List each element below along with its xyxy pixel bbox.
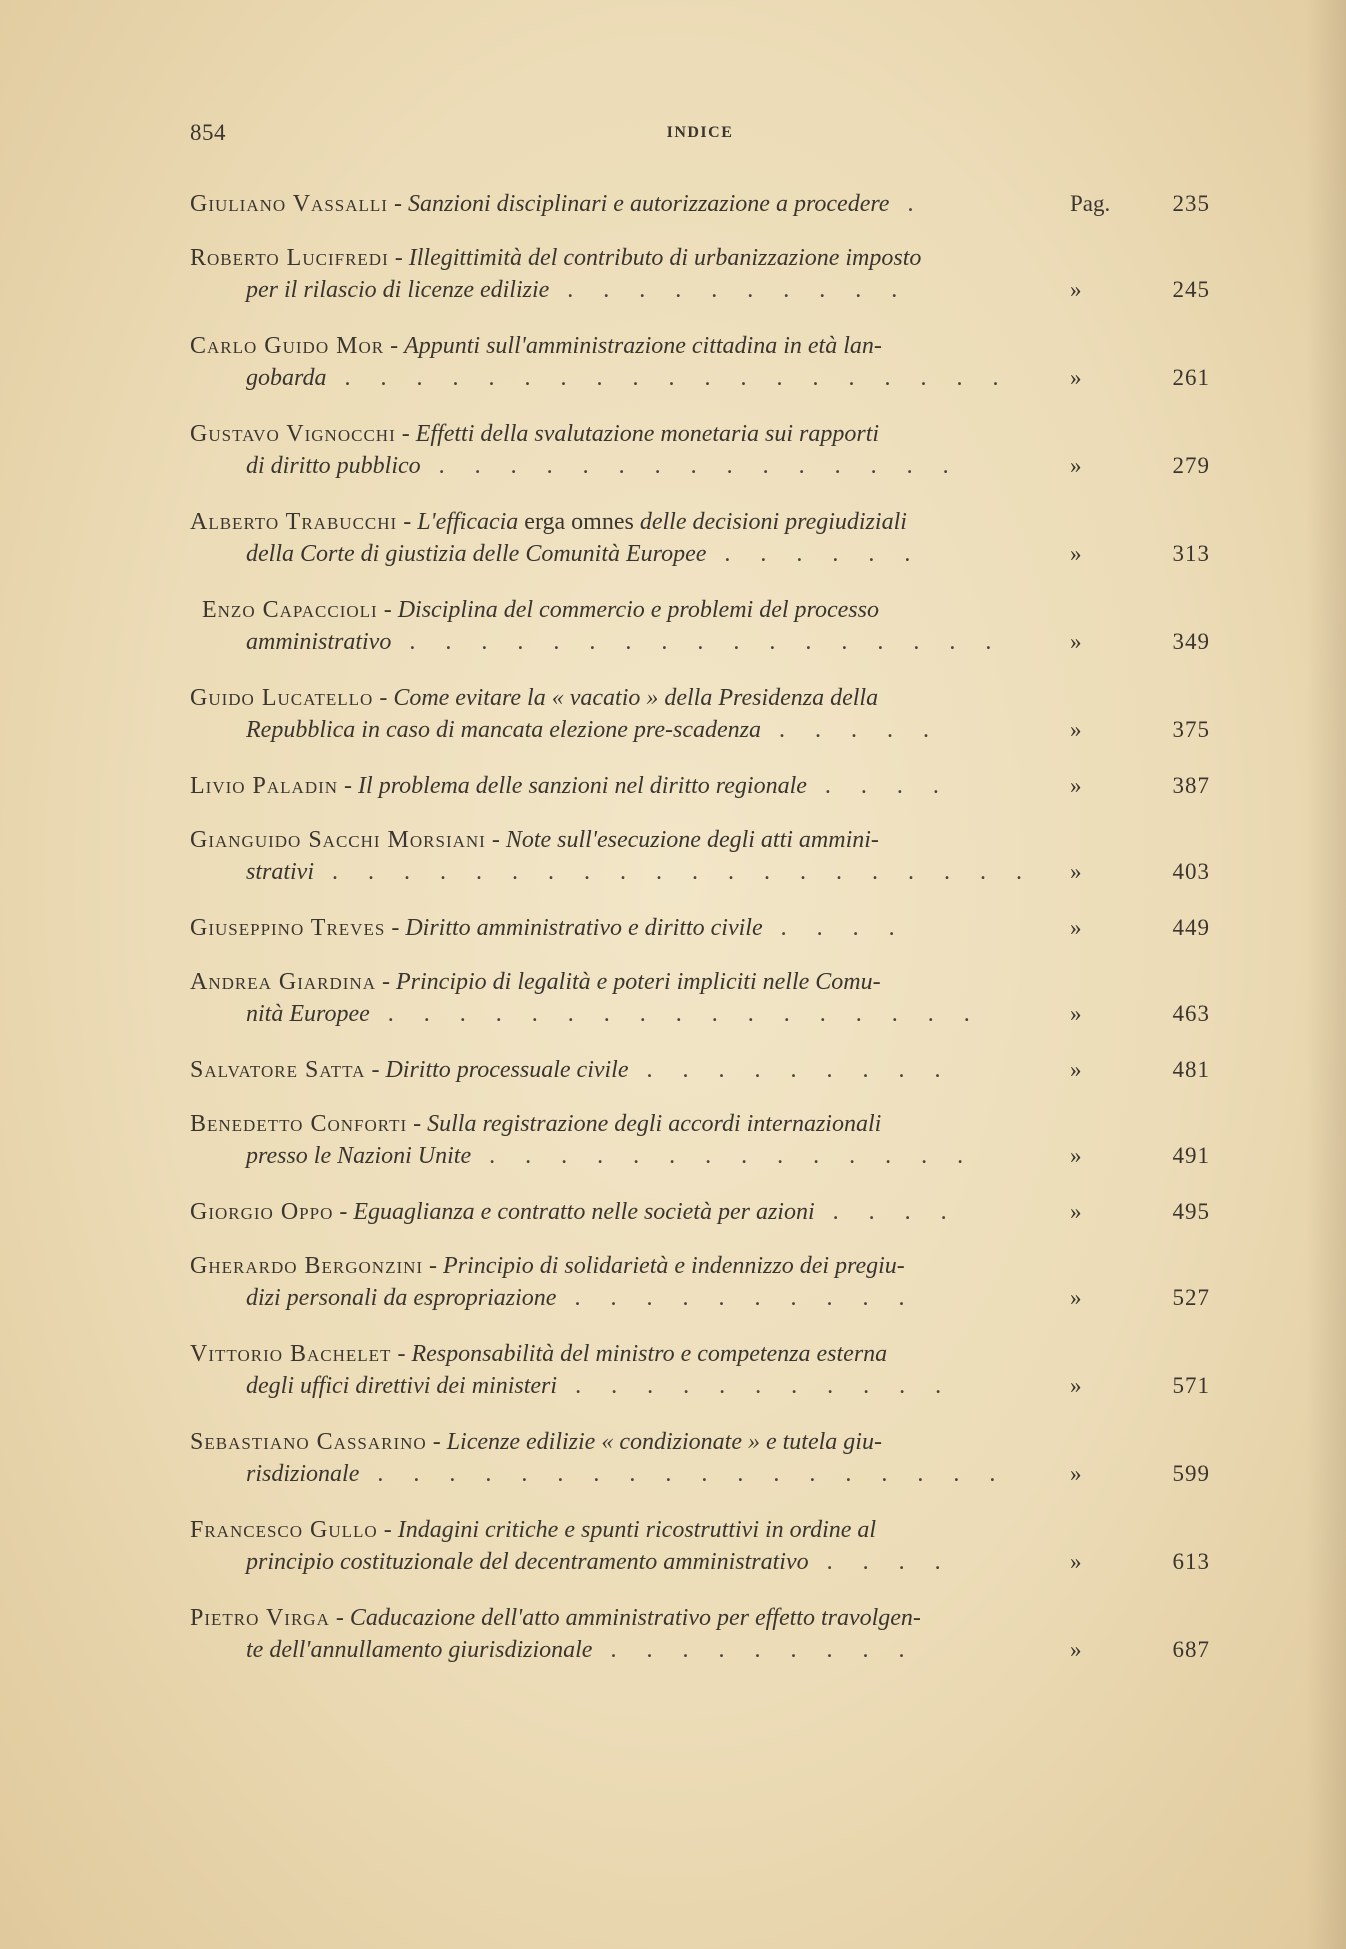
entry-title-continuation xyxy=(190,1282,1060,1314)
entry-title-line2: gobarda xyxy=(246,365,327,391)
entry-title-continuation xyxy=(190,362,1060,394)
entry-title-continuation xyxy=(190,1546,1060,1578)
entry-title-continuation xyxy=(190,1370,1060,1402)
entry-page-number: 349 xyxy=(1172,629,1210,654)
entry-separator: - xyxy=(423,1253,444,1279)
page-marker: » xyxy=(1070,541,1082,566)
entry-page-number: 375 xyxy=(1172,717,1210,742)
entry-title: Illegittimità del contributo di urbanizzazione imposto xyxy=(408,245,922,271)
entry-page-number: 245 xyxy=(1172,277,1210,302)
entry-title-line2: nità Europee xyxy=(246,1001,370,1027)
toc-entry xyxy=(190,1426,1210,1490)
dot-leader: . . . . . . . . . . . . . . . xyxy=(420,453,961,479)
page-marker: » xyxy=(1070,365,1082,390)
toc-entry xyxy=(190,1602,1210,1666)
entry-title-continuation xyxy=(190,538,1060,570)
entry-author: Pietro Virga xyxy=(190,1605,330,1631)
entry-title-continuation xyxy=(190,1140,1060,1172)
entry-title-line2: risdizionale xyxy=(246,1461,360,1487)
entry-title: Principio di legalità e poteri impliciti nelle Comu- xyxy=(396,969,881,995)
page-marker: » xyxy=(1070,1143,1082,1168)
entry-author: Gianguido Sacchi Morsiani xyxy=(190,827,486,853)
entry-page-number: 235 xyxy=(1172,191,1210,216)
entry-page-number: 687 xyxy=(1172,1637,1210,1662)
entry-author: Gherardo Bergonzini xyxy=(190,1253,424,1279)
page-marker: » xyxy=(1070,1001,1082,1026)
page-marker: » xyxy=(1070,915,1082,940)
entry-separator: - xyxy=(387,191,408,217)
entry-title-line2: della Corte di giustizia delle Comunità Europee xyxy=(246,541,707,567)
entry-page-number: 403 xyxy=(1172,859,1210,884)
table-of-contents xyxy=(190,188,1210,1690)
entry-author: Alberto Trabucchi xyxy=(190,509,398,535)
toc-entry xyxy=(190,188,1210,220)
entry-author: Giorgio Oppo xyxy=(190,1199,334,1225)
dot-leader: . . . . . . . . . . . xyxy=(557,1373,954,1399)
dot-leader: . . . . . . xyxy=(706,541,923,567)
entry-title-line2: te dell'annullamento giurisdizionale xyxy=(246,1637,593,1663)
toc-entry xyxy=(190,1250,1210,1314)
entry-author: Carlo Guido Mor xyxy=(190,333,385,359)
page-marker: » xyxy=(1070,773,1082,798)
entry-separator: - xyxy=(373,685,394,711)
entry-title: Sulla registrazione degli accordi internazionali xyxy=(427,1111,882,1137)
entry-title-line2: principio costituzionale del decentramento amministrativo xyxy=(246,1549,809,1575)
entry-separator: - xyxy=(333,1199,354,1225)
page-marker: » xyxy=(1070,1199,1082,1224)
entry-title: Il problema delle sanzioni nel diritto regionale xyxy=(358,773,807,799)
entry-page-number: 491 xyxy=(1172,1143,1210,1168)
entry-title: Responsabilità del ministro e competenza esterna xyxy=(411,1341,888,1367)
entry-title-continuation xyxy=(190,1634,1060,1666)
entry-author: Gustavo Vignocchi xyxy=(190,421,396,447)
dot-leader: . . . . . . . . . xyxy=(592,1637,917,1663)
entry-title-line2: di diritto pubblico xyxy=(246,453,421,479)
entry-title: Indagini critiche e spunti ricostruttivi in ordine al xyxy=(397,1517,877,1543)
page-marker: » xyxy=(1070,277,1082,302)
toc-entry xyxy=(190,1338,1210,1402)
entry-author: Vittorio Bachelet xyxy=(190,1341,392,1367)
page-marker: » xyxy=(1070,717,1082,742)
toc-entry xyxy=(190,1196,1210,1228)
entry-author: Sebastiano Cassarino xyxy=(190,1429,427,1455)
entry-page-number: 599 xyxy=(1172,1461,1210,1486)
entry-author: Livio Paladin xyxy=(190,773,339,799)
page-marker: » xyxy=(1070,1637,1082,1662)
page-marker: » xyxy=(1070,629,1082,654)
toc-entry xyxy=(190,682,1210,746)
entry-page-number: 261 xyxy=(1172,365,1210,390)
dot-leader: . . . . . . . . . . . . . . xyxy=(471,1143,976,1169)
entry-title-continuation xyxy=(190,1458,1060,1490)
dot-leader: . . . . . . . . . . . . . . . . . . xyxy=(359,1461,1008,1487)
running-title: INDICE xyxy=(666,124,734,141)
entry-title: Effetti della svalutazione monetaria sui rapporti xyxy=(415,421,880,447)
entry-page-number: 527 xyxy=(1172,1285,1210,1310)
page-number: 854 xyxy=(190,120,226,145)
entry-title-line2: dizi personali da espropriazione xyxy=(246,1285,557,1311)
entry-title-continuation xyxy=(202,626,1060,658)
entry-page-number: 613 xyxy=(1172,1549,1210,1574)
entry-separator: - xyxy=(338,773,359,799)
toc-entry xyxy=(190,824,1210,888)
entry-page-number: 495 xyxy=(1172,1199,1210,1224)
dot-leader: . . . . . . . . . . xyxy=(549,277,910,303)
entry-title-latin: erga omnes xyxy=(524,509,634,535)
entry-page-number: 571 xyxy=(1172,1373,1210,1398)
page-marker: » xyxy=(1070,1373,1082,1398)
entry-title: Principio di solidarietà e indennizzo dei pregiu- xyxy=(443,1253,905,1279)
entry-title-line2: amministrativo xyxy=(246,629,392,655)
dot-leader: . . . . . . . . . xyxy=(628,1057,953,1083)
entry-author: Andrea Giardina xyxy=(190,969,376,995)
dot-leader: . . . . . xyxy=(761,717,941,743)
page-marker: » xyxy=(1070,859,1082,884)
page-marker: » xyxy=(1070,453,1082,478)
dot-leader: . . . . . . . . . . . . . . . . . . . xyxy=(326,365,1011,391)
toc-entry xyxy=(190,1108,1210,1172)
entry-title: Eguaglianza e contratto nelle società per azioni xyxy=(353,1199,815,1225)
entry-page-number: 387 xyxy=(1172,773,1210,798)
toc-entry xyxy=(190,770,1210,802)
entry-separator: - xyxy=(329,1605,350,1631)
entry-title-continuation xyxy=(190,274,1060,306)
entry-separator: - xyxy=(365,1057,386,1083)
entry-separator: - xyxy=(376,969,396,995)
entry-separator: - xyxy=(391,1341,412,1367)
dot-leader: . . . . xyxy=(808,1549,953,1575)
entry-separator: - xyxy=(407,1111,428,1137)
entry-title-line2: degli uffici direttivi dei ministeri xyxy=(246,1373,558,1399)
entry-title-continuation xyxy=(190,450,1060,482)
entry-title-part: delle decisioni pregiudiziali xyxy=(633,509,907,535)
page-marker: » xyxy=(1070,1461,1082,1486)
entry-separator: - xyxy=(377,1517,398,1543)
entry-page-number: 481 xyxy=(1172,1057,1210,1082)
page-marker: Pag. xyxy=(1070,191,1111,216)
entry-author: Benedetto Conforti xyxy=(190,1111,408,1137)
entry-title-continuation xyxy=(190,714,1060,746)
dot-leader: . . . . xyxy=(814,1199,959,1225)
entry-separator: - xyxy=(377,597,398,623)
entry-author: Salvatore Satta xyxy=(190,1057,366,1083)
page-marker: » xyxy=(1070,1057,1082,1082)
entry-author: Giuseppino Treves xyxy=(190,915,386,941)
entry-page-number: 463 xyxy=(1172,1001,1210,1026)
entry-separator: - xyxy=(395,421,416,447)
entry-title-line2: strativi xyxy=(246,859,315,885)
entry-author: Guido Lucatello xyxy=(190,685,374,711)
dot-leader: . . . . xyxy=(806,773,951,799)
entry-title-continuation xyxy=(190,998,1060,1030)
dot-leader: . . . . . . . . . . . . . . . . . xyxy=(391,629,1004,655)
entry-author: Enzo Capaccioli xyxy=(202,597,378,623)
entry-separator: - xyxy=(426,1429,447,1455)
entry-author: Giuliano Vassalli xyxy=(190,191,388,217)
entry-separator: - xyxy=(384,333,405,359)
entry-title: Note sull'esecuzione degli atti ammini- xyxy=(505,827,879,853)
entry-page-number: 279 xyxy=(1172,453,1210,478)
entry-title: Disciplina del commercio e problemi del processo xyxy=(397,597,879,623)
toc-entry xyxy=(190,912,1210,944)
entry-title: Caducazione dell'atto amministrativo per effetto travolgen- xyxy=(349,1605,921,1631)
dot-leader: . xyxy=(889,191,926,217)
entry-separator: - xyxy=(397,509,418,535)
entry-title: Appunti sull'amministrazione cittadina in età lan- xyxy=(404,333,882,359)
entry-title-continuation xyxy=(190,856,1060,888)
entry-page-number: 449 xyxy=(1172,915,1210,940)
toc-entry xyxy=(190,330,1210,394)
toc-entry xyxy=(190,1054,1210,1086)
dot-leader: . . . . xyxy=(762,915,907,941)
entry-title: Diritto amministrativo e diritto civile xyxy=(405,915,763,941)
toc-entry xyxy=(190,966,1210,1030)
entry-title: Come evitare la « vacatio » della Presidenza della xyxy=(393,685,879,711)
entry-title: Licenze edilizie « condizionate » e tutela giu- xyxy=(446,1429,882,1455)
toc-entry xyxy=(190,506,1210,570)
toc-entry xyxy=(190,1514,1210,1578)
entry-author: Roberto Lucifredi xyxy=(190,245,389,271)
entry-author: Francesco Gullo xyxy=(190,1517,378,1543)
page-marker: » xyxy=(1070,1285,1082,1310)
entry-separator: - xyxy=(388,245,409,271)
toc-entry xyxy=(190,242,1210,306)
page-header xyxy=(190,120,1210,150)
page-marker: » xyxy=(1070,1549,1082,1574)
entry-title-part: L'efficacia xyxy=(417,509,525,535)
entry-page-number: 313 xyxy=(1172,541,1210,566)
entry-title: Diritto processuale civile xyxy=(385,1057,629,1083)
toc-entry xyxy=(190,418,1210,482)
dot-leader: . . . . . . . . . . . . . . . . . xyxy=(369,1001,982,1027)
entry-separator: - xyxy=(485,827,506,853)
dot-leader: . . . . . . . . . . . . . . . . . . . . xyxy=(314,859,1035,885)
entry-title: Sanzioni disciplinari e autorizzazione a procedere xyxy=(407,191,890,217)
entry-separator: - xyxy=(385,915,406,941)
dot-leader: . . . . . . . . . . xyxy=(556,1285,917,1311)
entry-title-line2: per il rilascio di licenze edilizie xyxy=(246,277,550,303)
entry-title-line2: Repubblica in caso di mancata elezione pre-scadenza xyxy=(246,717,761,743)
entry-title-line2: presso le Nazioni Unite xyxy=(246,1143,472,1169)
toc-entry xyxy=(190,594,1210,658)
